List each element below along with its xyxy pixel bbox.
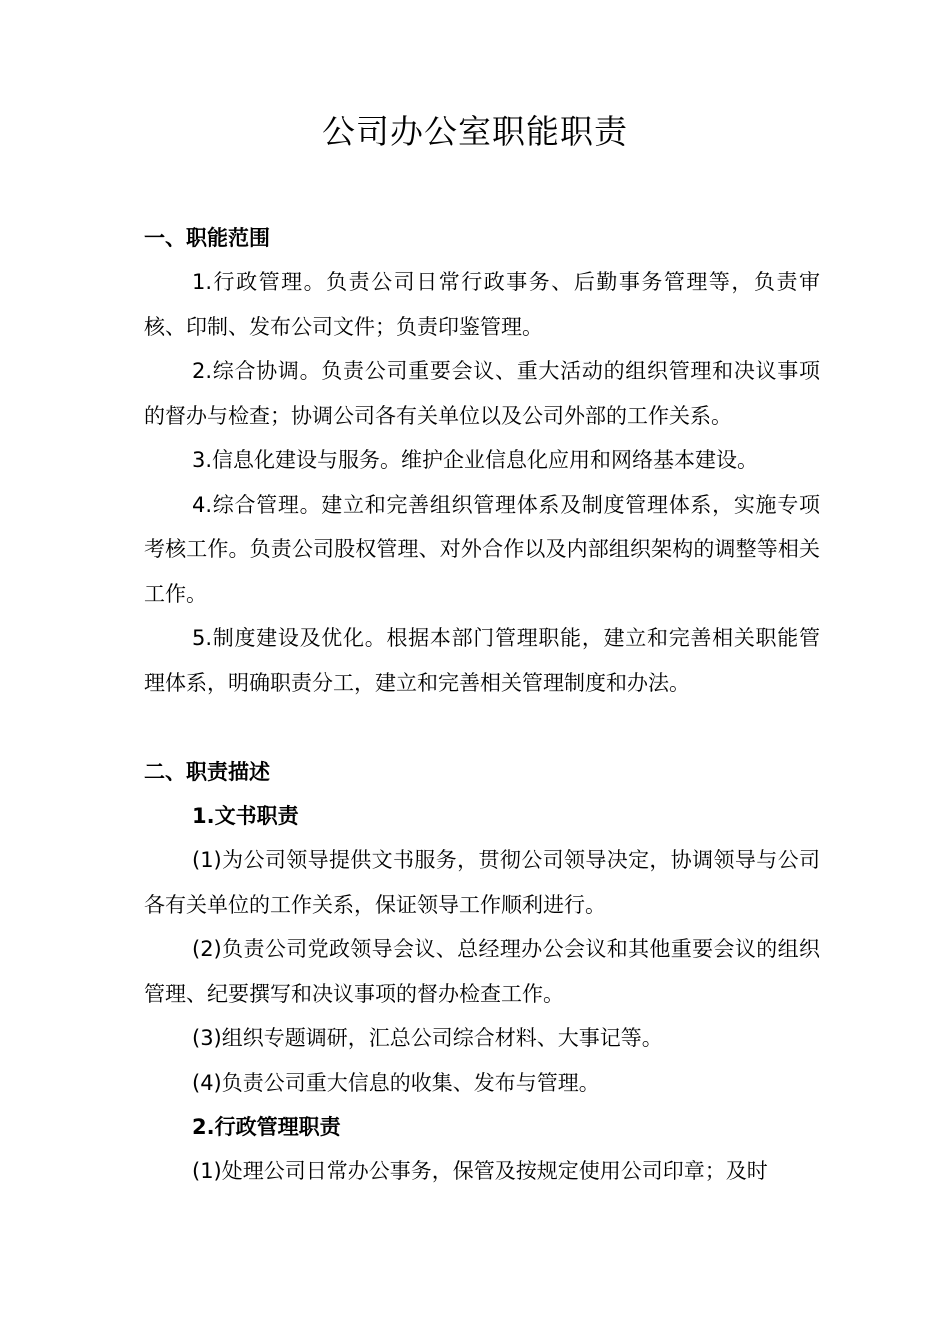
section-scope <box>144 216 820 705</box>
paragraph: 5.制度建设及优化。根据本部门管理职能，建立和完善相关职能管理体系，明确职责分工，建立和完善相关管理制度和办法。 <box>144 626 820 695</box>
document-body <box>144 216 820 1194</box>
paragraph: 4.综合管理。建立和完善组织管理体系及制度管理体系，实施专项考核工作。负责公司股权管理、对外合作以及内部组织架构的调整等相关工作。 <box>144 492 820 606</box>
paragraph: 1.行政管理。负责公司日常行政事务、后勤事务管理等，负责审核、印制、发布公司文件；负责印鉴管理。 <box>144 270 820 339</box>
paragraph: (2)负责公司党政领导会议、总经理办公会议和其他重要会议的组织管理、纪要撰写和决议事项的督办检查工作。 <box>144 937 820 1006</box>
paragraph: (1)处理公司日常办公事务，保管及按规定使用公司印章；及时 <box>192 1159 768 1183</box>
paragraph: (1)为公司领导提供文书服务，贯彻公司领导决定，协调领导与公司各有关单位的工作关系，保证领导工作顺利进行。 <box>144 848 820 917</box>
subsection-heading: 1.文书职责 <box>192 804 299 828</box>
paragraph: 2.综合协调。负责公司重要会议、重大活动的组织管理和决议事项的督办与检查；协调公司各有关单位以及公司外部的工作关系。 <box>144 359 820 428</box>
paragraph: (4)负责公司重大信息的收集、发布与管理。 <box>192 1070 600 1095</box>
section-spacer <box>144 705 820 750</box>
section-heading: 一、职能范围 <box>144 226 270 250</box>
document-title: 公司办公室职能职责 <box>322 112 628 151</box>
subsection-heading: 2.行政管理职责 <box>192 1115 341 1139</box>
paragraph: 3.信息化建设与服务。维护企业信息化应用和网络基本建设。 <box>192 448 759 472</box>
section-duties <box>144 750 820 1194</box>
section-heading: 二、职责描述 <box>144 760 270 784</box>
paragraph: (3)组织专题调研，汇总公司综合材料、大事记等。 <box>192 1026 663 1050</box>
